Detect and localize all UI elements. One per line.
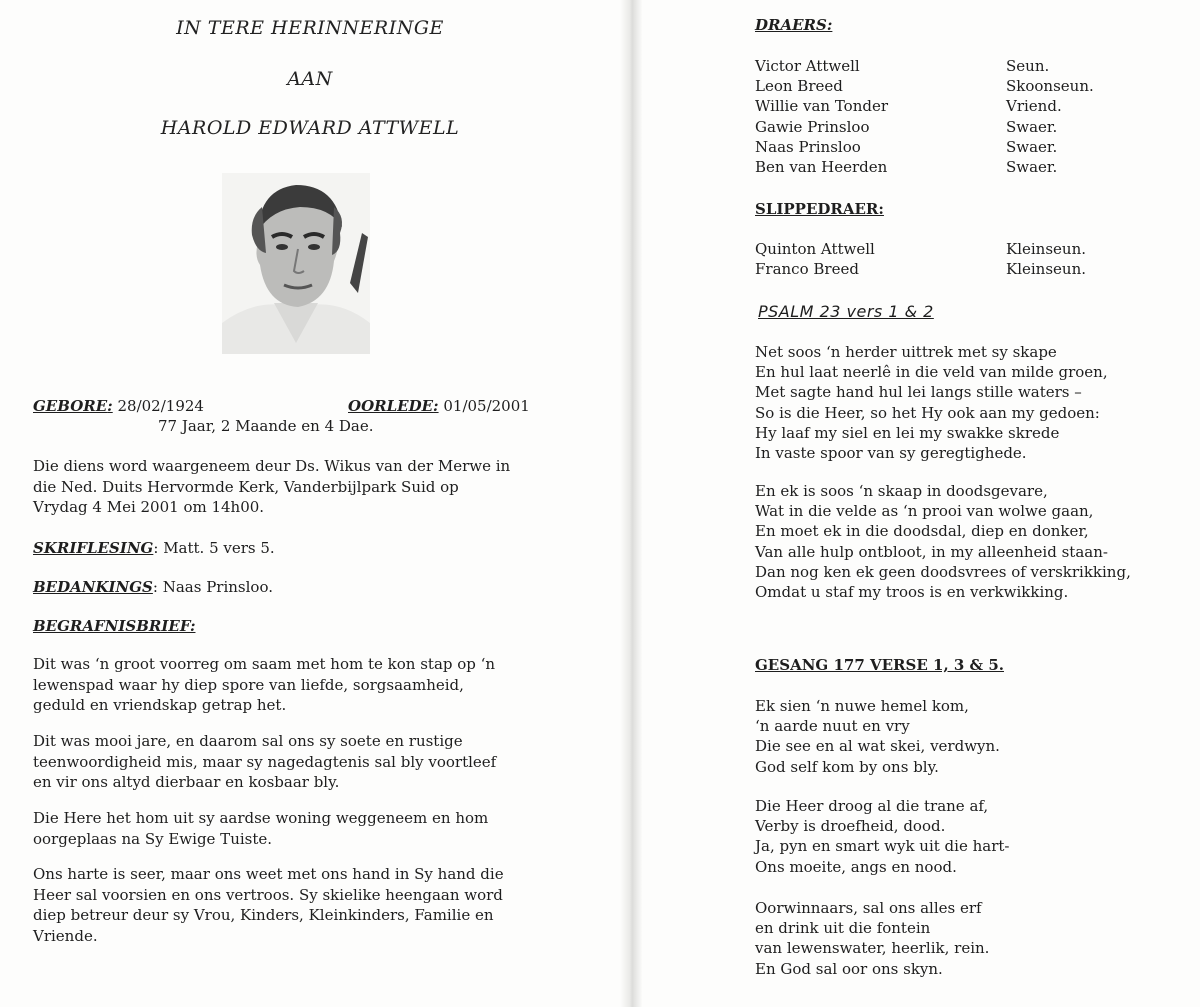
- verse-line: Die Heer droog al die trane af,: [755, 797, 989, 815]
- verse-line: In vaste spoor van sy geregtighede.: [755, 444, 1027, 463]
- verse-line: Net soos ‘n herder uittrek met sy skape: [755, 343, 1057, 361]
- letter-line: Vriende.: [33, 926, 98, 945]
- letter-paragraph: [33, 808, 488, 849]
- bearer-name: Ben van Heerden: [755, 158, 888, 177]
- verse-line: Wat in die velde as ‘n prooi van wolwe gaan,: [755, 502, 1094, 521]
- memorial-heading: IN TERE HERINNERINGE: [176, 17, 444, 39]
- bearer-relation: Seun.: [1006, 57, 1050, 75]
- verse-line: Met sagte hand hul lei langs stille waters –: [755, 383, 1082, 402]
- pallbearer-relation: Kleinseun.: [1006, 240, 1087, 258]
- bearer-relation: Skoonseun.: [1006, 77, 1094, 96]
- deceased-name: HAROLD EDWARD ATTWELL: [160, 117, 460, 139]
- letter-paragraph: [33, 731, 496, 793]
- verse-line: En God sal oor ons skyn.: [755, 959, 943, 978]
- verse-line: God self kom by ons bly.: [755, 757, 939, 776]
- pallbearers-heading: SLIPPEDRAER:: [755, 200, 884, 218]
- letter-paragraph: [33, 654, 495, 716]
- letter-heading: BEGRAFNISBRIEF:: [33, 617, 196, 635]
- verse-line: van lewenswater, heerlik, rein.: [755, 939, 990, 958]
- verse-line: Hy laaf my siel en lei my swakke skrede: [755, 423, 1060, 442]
- bearer-relation: Swaer.: [1006, 117, 1058, 136]
- bearers-heading: DRAERS:: [755, 16, 833, 34]
- verse-line: En hul laat neerlê in die veld van milde groen,: [755, 363, 1108, 382]
- hymn-title: GESANG 177 VERSE 1, 3 & 5.: [755, 656, 1004, 674]
- verse-line: Ons moeite, angs en nood.: [755, 857, 957, 876]
- hymn-stanza: [755, 796, 1009, 877]
- service-line: Die diens word waargeneem deur Ds. Wikus van der Merwe in: [33, 457, 511, 475]
- memorial-heading-aan: AAN: [287, 68, 333, 90]
- verse-line: So is die Heer, so het Hy ook aan my gedoen:: [755, 403, 1100, 422]
- bearer-name: Naas Prinsloo: [755, 137, 861, 156]
- pallbearer-relation: Kleinseun.: [1006, 260, 1087, 279]
- age-text: 77 Jaar, 2 Maande en 4 Dae.: [158, 417, 374, 435]
- verse-line: Verby is droefheid, dood.: [755, 817, 946, 836]
- thanks-label: BEDANKINGS: [33, 578, 153, 596]
- letter-line: Heer sal voorsien en ons vertroos. Sy skielike heengaan word: [33, 885, 503, 904]
- birth-date: 28/02/1924: [117, 397, 204, 415]
- thanks-value: Naas Prinsloo.: [162, 578, 273, 596]
- letter-line: diep betreur deur sy Vrou, Kinders, Kleinkinders, Familie en: [33, 906, 494, 924]
- psalm-stanza: [755, 481, 1131, 602]
- page-fold: [620, 0, 642, 1007]
- list-item: [755, 137, 1094, 157]
- verse-line: Ek sien ‘n nuwe hemel kom,: [755, 697, 969, 715]
- service-line: die Ned. Duits Hervormde Kerk, Vanderbijlpark Suid op: [33, 477, 459, 496]
- verse-line: en drink uit die fontein: [755, 919, 931, 938]
- bearer-name: Leon Breed: [755, 77, 843, 96]
- letter-line: Dit was ‘n groot voorreg om saam met hom te kon stap op ‘n: [33, 655, 496, 673]
- bearer-relation: Vriend.: [1006, 97, 1062, 116]
- hymn-stanza: [755, 696, 1000, 777]
- bearer-name: Willie van Tonder: [755, 97, 889, 116]
- bearer-name: Gawie Prinsloo: [755, 117, 870, 136]
- verse-line: Van alle hulp ontbloot, in my alleenheid staan-: [755, 542, 1108, 561]
- letter-line: teenwoordigheid mis, maar sy nagedagtenis sal bly voortleef: [33, 752, 497, 771]
- reading-label: SKRIFLESING: [33, 539, 154, 557]
- verse-line: En ek is soos ‘n skaap in doodsgevare,: [755, 482, 1048, 500]
- hymn-stanza: [755, 898, 989, 979]
- reading-row: SKRIFLESING: Matt. 5 vers 5.: [33, 539, 275, 557]
- bearers-list: [755, 56, 1094, 177]
- letter-line: oorgeplaas na Sy Ewige Tuiste.: [33, 829, 273, 848]
- verse-line: ‘n aarde nuut en vry: [755, 717, 910, 736]
- verse-line: Ja, pyn en smart wyk uit die hart-: [755, 837, 1010, 856]
- verse-line: Omdat u staf my troos is en verkwikking.: [755, 583, 1069, 602]
- pallbearers-list: [755, 239, 1086, 279]
- service-paragraph: [33, 456, 510, 518]
- bearer-name: Victor Attwell: [755, 57, 860, 75]
- verse-line: Die see en al wat skei, verdwyn.: [755, 737, 1000, 756]
- psalm-title: PSALM 23 vers 1 & 2: [758, 302, 934, 321]
- portrait-photo: [222, 173, 370, 354]
- bearer-relation: Swaer.: [1006, 137, 1058, 156]
- psalm-stanza: [755, 342, 1108, 463]
- letter-line: Die Here het hom uit sy aardse woning weggeneem en hom: [33, 809, 489, 827]
- list-item: [755, 259, 1086, 279]
- letter-line: Ons harte is seer, maar ons weet met ons hand in Sy hand die: [33, 865, 504, 883]
- list-item: [755, 239, 1086, 259]
- list-item: [755, 96, 1094, 116]
- verse-line: En moet ek in die doodsdal, diep en donker,: [755, 522, 1089, 541]
- death-date: 01/05/2001: [443, 397, 530, 415]
- letter-line: Dit was mooi jare, en daarom sal ons sy soete en rustige: [33, 732, 463, 750]
- pallbearer-name: Franco Breed: [755, 260, 859, 279]
- verse-line: Oorwinnaars, sal ons alles erf: [755, 899, 982, 917]
- letter-line: lewenspad waar hy diep spore van liefde, sorgsaamheid,: [33, 675, 464, 694]
- pallbearer-name: Quinton Attwell: [755, 240, 875, 258]
- list-item: [755, 56, 1094, 76]
- reading-value: Matt. 5 vers 5.: [163, 539, 275, 557]
- list-item: [755, 157, 1094, 177]
- list-item: [755, 76, 1094, 96]
- service-line: Vrydag 4 Mei 2001 om 14h00.: [33, 498, 265, 516]
- bearer-relation: Swaer.: [1006, 158, 1058, 177]
- verse-line: Dan nog ken ek geen doodsvrees of verskrikking,: [755, 562, 1131, 581]
- list-item: [755, 117, 1094, 137]
- letter-paragraph: [33, 864, 504, 946]
- letter-line: geduld en vriendskap getrap het.: [33, 696, 287, 714]
- death-label: OORLEDE: [348, 397, 434, 415]
- birth-label: GEBORE: [33, 397, 108, 415]
- thanks-row: BEDANKINGS: Naas Prinsloo.: [33, 578, 273, 596]
- birth-row: GEBORE: 28/02/1924: [33, 397, 204, 415]
- letter-line: en vir ons altyd dierbaar en kosbaar bly.: [33, 773, 340, 791]
- death-row: OORLEDE: 01/05/2001: [348, 397, 530, 415]
